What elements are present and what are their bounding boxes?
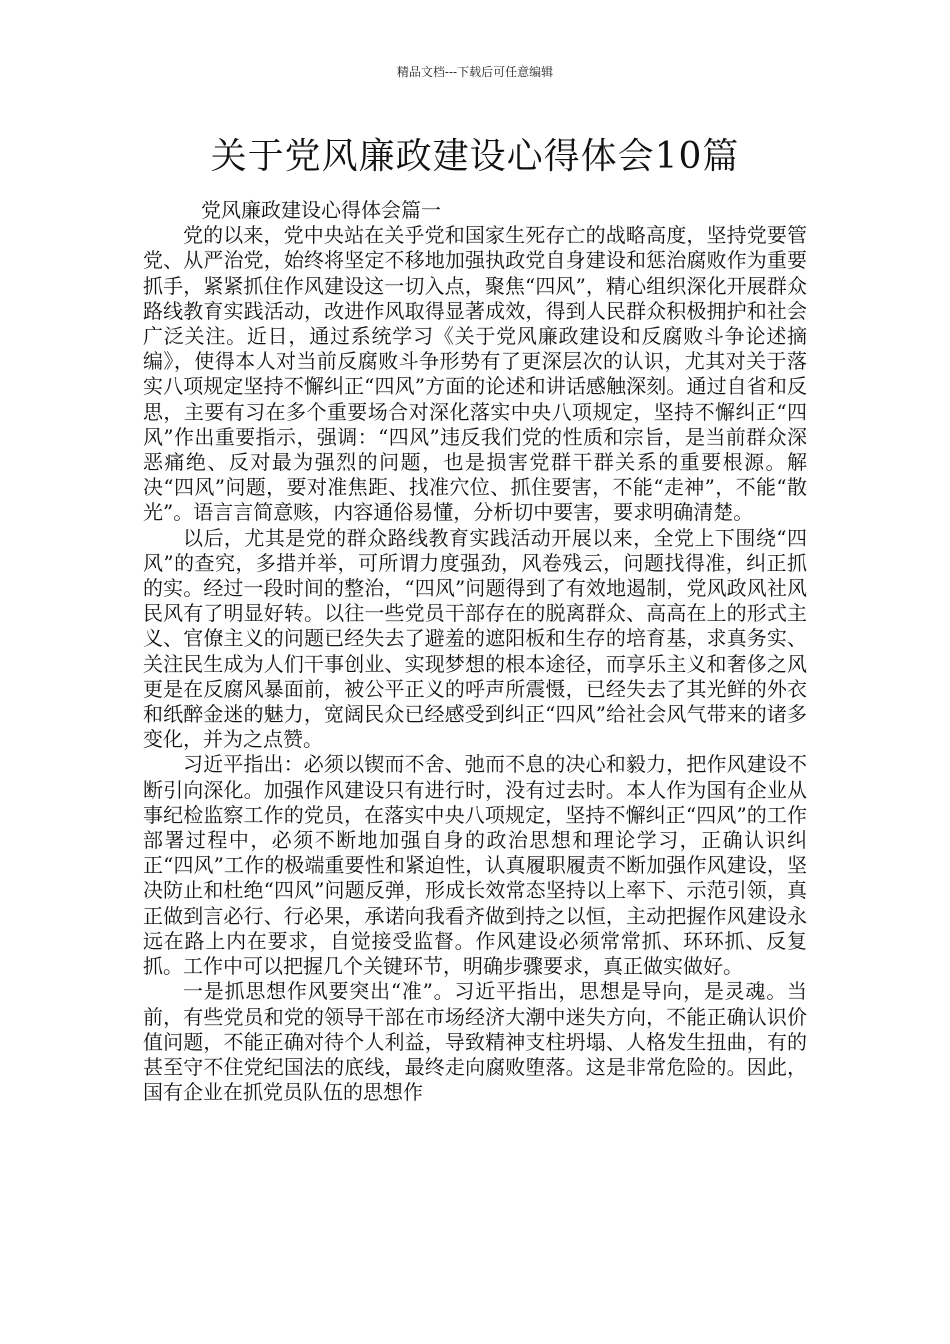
header-note: 精品文档---下载后可任意编辑: [396, 65, 554, 79]
document-title: 关于党风廉政建设心得体会10篇: [210, 136, 740, 177]
paragraph: 习近平指出：必须以锲而不舍、弛而不息的决心和毅力，把作风建设不断引向深化。加强作风建设只有进行时，没有过去时。本人作为国有企业从事纪检监察工作的党员，在落实中央八项规定，坚持不懈纠正“四风”的工作部署过程中，必须不断地加强自身的政治思想和理论学习，正确认识纠正“四风”工作的极端重要性和紧迫性，认真履职履责不断加强作风建设，坚决防止和杜绝“四风”问题反弹，形成长效常态坚持以上率下、示范引领，真正做到言必行、行必果，承诺向我看齐做到持之以恒，主动把握作风建设永远在路上内在要求，自觉接受监督。作风建设必须常常抓、环环抓、反复抓。工作中可以把握几个关键环节，明确步骤要求，真正做实做好。: [143, 752, 807, 979]
paragraph: 党的以来，党中央站在关乎党和国家生死存亡的战略高度，坚持党要管党、从严治党，始终将坚定不移地加强执政党自身建设和惩治腐败作为重要抓手，紧紧抓住作风建设这一切入点，聚焦“四风”，精心组织深化开展群众路线教育实践活动，改进作风取得显著成效，得到人民群众积极拥护和社会广泛关注。近日，通过系统学习《关于党风廉政建设和反腐败斗争论述摘编》，使得本人对当前反腐败斗争形势有了更深层次的认识，尤其对关于落实八项规定坚持不懈纠正“四风”方面的论述和讲话感触深刻。通过自省和反思，主要有习在多个重要场合对深化落实中央八项规定，坚持不懈纠正“四风”作出重要指示，强调：“四风”违反我们党的性质和宗旨，是当前群众深恶痛绝、反对最为强烈的问题，也是损害党群干群关系的重要根源。解决“四风”问题，要对准焦距、找准穴位、抓住要害，不能“走神”，不能“散光”。语言言简意赅，内容通俗易懂，分析切中要害，要求明确清楚。: [143, 223, 807, 525]
paragraph: 一是抓思想作风要突出“准”。习近平指出，思想是导向，是灵魂。当前，有些党员和党的领导干部在市场经济大潮中迷失方向，不能正确认识价值问题，不能正确对待个人利益，导致精神支柱坍塌、人格发生扭曲，有的甚至守不住党纪国法的底线，最终走向腐败堕落。这是非常危险的。因此，国有企业在抓党员队伍的思想作: [143, 979, 807, 1105]
section-heading: 党风廉政建设心得体会篇一: [201, 198, 441, 222]
document-body: [143, 198, 807, 1105]
paragraph: 以后，尤其是党的群众路线教育实践活动开展以来，全党上下围绕“四风”的查究，多措并举，可所谓力度强劲，风卷残云，问题找得准，纠正抓的实。经过一段时间的整治，“四风”问题得到了有效地遏制，党风政风社风民风有了明显好转。以往一些党员干部存在的脱离群众、高高在上的形式主义、官僚主义的问题已经失去了避羞的遮阳板和生存的培育基，求真务实、关注民生成为人们干事创业、实现梦想的根本途径，而享乐主义和奢侈之风更是在反腐风暴面前，被公平正义的呼声所震慑，已经失去了其光鲜的外衣和纸醉金迷的魅力，宽阔民众已经感受到纠正“四风”给社会风气带来的诸多变化，并为之点赞。: [143, 525, 807, 752]
